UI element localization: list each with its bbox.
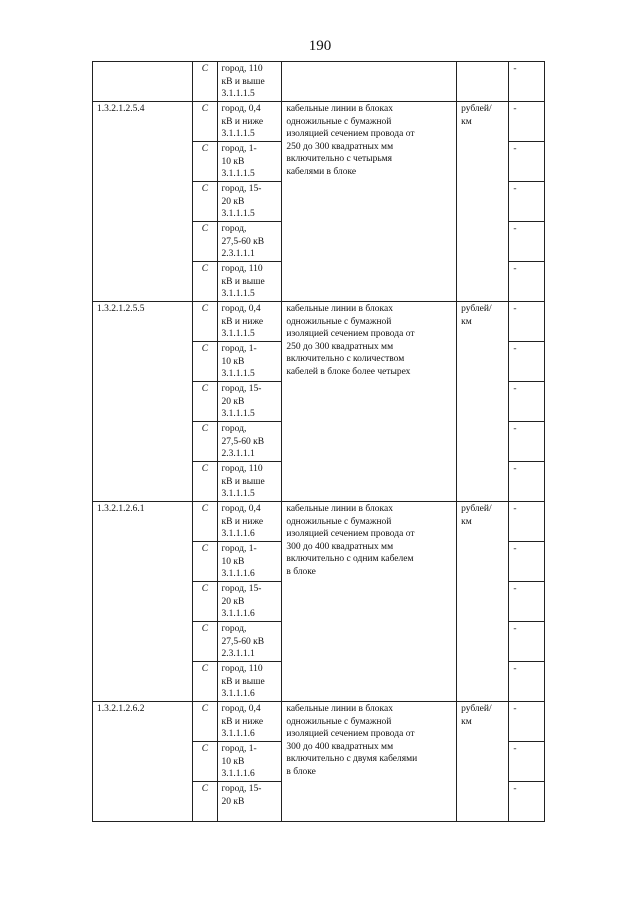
value-cell: - <box>509 142 545 182</box>
category-mark: C <box>193 502 217 542</box>
region-cell <box>217 62 282 102</box>
value-cell: - <box>509 62 545 102</box>
unit-text: рублей/ км <box>461 104 492 127</box>
region-cell <box>217 182 282 222</box>
category-mark: C <box>193 422 217 462</box>
region-cell <box>217 422 282 462</box>
region-cell <box>217 462 282 502</box>
item-code: 1.3.2.1.2.6.2 <box>93 702 193 822</box>
item-code: 1.3.2.1.2.5.5 <box>93 302 193 502</box>
region-voltage-cell: город, 110 кВ и выше 3.1.1.1.6 <box>221 664 265 699</box>
region-voltage-cell: город, 1- 10 кВ 3.1.1.1.6 <box>221 744 257 779</box>
category-mark: C <box>193 142 217 182</box>
value-cell: - <box>509 582 545 622</box>
region-cell <box>217 542 282 582</box>
item-code <box>93 62 193 102</box>
description-text: кабельные линии в блоках одножильные с бумажной изоляцией сечением провода от 300 до 400 квадратных мм включительно с одним кабелем в блоке <box>286 504 415 577</box>
value-cell: - <box>509 222 545 262</box>
description-cell <box>282 62 457 102</box>
category-mark: C <box>193 542 217 582</box>
category-mark: C <box>193 462 217 502</box>
region-cell <box>217 662 282 702</box>
region-voltage-cell: город, 15- 20 кВ 3.1.1.1.5 <box>221 184 262 219</box>
unit-cell <box>457 62 509 102</box>
region-cell <box>217 142 282 182</box>
region-voltage-cell: город, 0,4 кВ и ниже 3.1.1.1.5 <box>221 304 264 339</box>
description-text: кабельные линии в блоках одножильные с бумажной изоляцией сечением провода от 250 до 300 квадратных мм включительно с количеством кабелей в блоке более четырех <box>286 304 415 377</box>
table-row <box>93 62 545 102</box>
region-cell <box>217 502 282 542</box>
description-cell <box>282 502 457 702</box>
item-code: 1.3.2.1.2.5.4 <box>93 102 193 302</box>
region-cell <box>217 622 282 662</box>
category-mark: C <box>193 662 217 702</box>
table-row <box>93 702 545 742</box>
table-row <box>93 502 545 542</box>
table-row <box>93 302 545 342</box>
category-mark: C <box>193 182 217 222</box>
value-cell: - <box>509 182 545 222</box>
value-cell: - <box>509 662 545 702</box>
region-cell <box>217 782 282 822</box>
description-cell <box>282 102 457 302</box>
value-cell: - <box>509 262 545 302</box>
page-number: 190 <box>308 38 332 54</box>
region-cell <box>217 382 282 422</box>
value-cell: - <box>509 342 545 382</box>
category-mark: C <box>193 622 217 662</box>
category-mark: C <box>193 262 217 302</box>
value-cell: - <box>509 742 545 782</box>
unit-cell <box>457 502 509 702</box>
unit-text: рублей/ км <box>461 304 492 327</box>
region-voltage-cell: город, 1- 10 кВ 3.1.1.1.6 <box>221 544 257 579</box>
region-cell <box>217 222 282 262</box>
region-cell <box>217 582 282 622</box>
region-voltage-cell: город, 27,5-60 кВ 2.3.1.1.1 <box>221 224 265 259</box>
region-voltage-cell: город, 1- 10 кВ 3.1.1.1.5 <box>221 344 257 379</box>
region-cell <box>217 302 282 342</box>
description-cell <box>282 702 457 822</box>
value-cell: - <box>509 422 545 462</box>
value-cell: - <box>509 382 545 422</box>
region-voltage-cell: город, 27,5-60 кВ 2.3.1.1.1 <box>221 624 265 659</box>
region-voltage-cell: город, 0,4 кВ и ниже 3.1.1.1.6 <box>221 704 264 739</box>
value-cell: - <box>509 302 545 342</box>
region-cell <box>217 742 282 782</box>
category-mark: C <box>193 62 217 102</box>
category-mark: C <box>193 382 217 422</box>
category-mark: C <box>193 702 217 742</box>
value-cell: - <box>509 622 545 662</box>
rates-table <box>92 61 545 822</box>
category-mark: C <box>193 582 217 622</box>
region-cell <box>217 102 282 142</box>
description-text: кабельные линии в блоках одножильные с бумажной изоляцией сечением провода от 300 до 400 квадратных мм включительно с двумя кабелями в блоке <box>286 704 418 777</box>
description-text: кабельные линии в блоках одножильные с бумажной изоляцией сечением провода от 250 до 300 квадратных мм включительно с четырьмя кабелями в блоке <box>286 104 415 177</box>
value-cell: - <box>509 542 545 582</box>
value-cell: - <box>509 782 545 822</box>
value-cell: - <box>509 702 545 742</box>
value-cell: - <box>509 502 545 542</box>
value-cell: - <box>509 462 545 502</box>
region-cell <box>217 702 282 742</box>
region-voltage-cell: город, 15- 20 кВ <box>221 784 262 807</box>
region-voltage-cell: город, 110 кВ и выше 3.1.1.1.5 <box>221 64 265 99</box>
region-cell <box>217 342 282 382</box>
category-mark: C <box>193 302 217 342</box>
region-voltage-cell: город, 0,4 кВ и ниже 3.1.1.1.5 <box>221 104 264 139</box>
unit-text: рублей/ км <box>461 704 492 727</box>
table-row <box>93 102 545 142</box>
unit-cell <box>457 102 509 302</box>
region-voltage-cell: город, 1- 10 кВ 3.1.1.1.5 <box>221 144 257 179</box>
category-mark: C <box>193 742 217 782</box>
value-cell: - <box>509 102 545 142</box>
description-cell <box>282 302 457 502</box>
category-mark: C <box>193 102 217 142</box>
unit-cell <box>457 702 509 822</box>
region-voltage-cell: город, 0,4 кВ и ниже 3.1.1.1.6 <box>221 504 264 539</box>
unit-cell <box>457 302 509 502</box>
region-voltage-cell: город, 110 кВ и выше 3.1.1.1.5 <box>221 264 265 299</box>
category-mark: C <box>193 782 217 822</box>
category-mark: C <box>193 342 217 382</box>
region-voltage-cell: город, 27,5-60 кВ 2.3.1.1.1 <box>221 424 265 459</box>
region-voltage-cell: город, 15- 20 кВ 3.1.1.1.5 <box>221 384 262 419</box>
region-cell <box>217 262 282 302</box>
rates-table-body <box>93 62 545 822</box>
region-voltage-cell: город, 15- 20 кВ 3.1.1.1.6 <box>221 584 262 619</box>
category-mark: C <box>193 222 217 262</box>
region-voltage-cell: город, 110 кВ и выше 3.1.1.1.5 <box>221 464 265 499</box>
unit-text: рублей/ км <box>461 504 492 527</box>
item-code: 1.3.2.1.2.6.1 <box>93 502 193 702</box>
